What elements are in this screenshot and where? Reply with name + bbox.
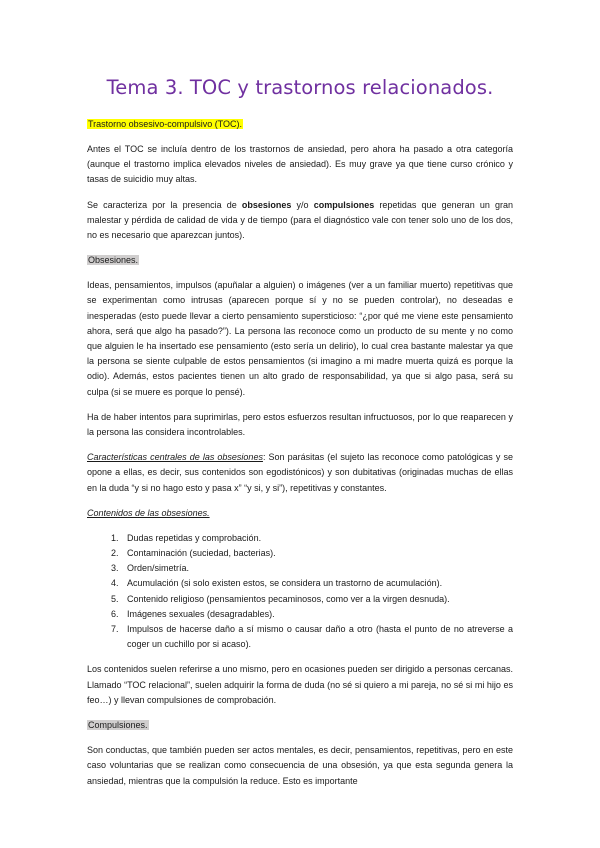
toc-heading-text: Trastorno obsesivo-compulsivo (TOC). [88,119,243,129]
list-item: 1. Dudas repetidas y comprobación. [121,531,513,546]
caracteristicas-label: Características centrales de las obsesiones [87,452,263,463]
compulsiones-paragraph: Son conductas, que también pueden ser actos mentales, es decir, pensamientos, repetitivas, pero en este caso voluntarias que se realizan como consecuencia de una obsesión, ya que esta segunda genera la ansiedad, mientras que la compulsión la reduce. Esto es importante [87,745,513,786]
toc-heading [87,117,513,132]
page-title: Tema 3. TOC y trastornos relacionados. [106,76,494,99]
compulsiones-heading-text: Compulsiones. [88,720,148,731]
list-item: 7. Impulsos de hacerse daño a sí mismo o causar daño a otro (hasta el punto de no atreverse a coger un cuchillo por si acaso). [121,622,513,652]
obsesiones-heading [87,253,513,268]
list-item: 3. Orden/simetría. [121,561,513,576]
contenidos-heading-text: Contenidos de las obsesiones. [87,507,210,518]
caracteristicas-paragraph [87,450,513,496]
list-item: 6. Imágenes sexuales (desagradables). [121,607,513,622]
intro-p2-pre: Se caracteriza por la presencia de [87,199,242,210]
contenidos-paragraph: Los contenidos suelen referirse a uno mismo, pero en ocasiones pueden ser dirigido a personas cercanas. Llamado “TOC relacional”, suelen adquirir la forma de duda (no sé si quiero a mi pareja, no sé si mi hijo es feo…) y llevan compulsiones de comprobación. [87,664,513,705]
obsesiones-paragraph-2: Ha de haber intentos para suprimirlas, pero estos esfuerzos resultan infructuosos, por lo que reaparecen y la persona las considera incontrolables. [87,411,513,438]
intro-p2-compulsiones: compulsiones [313,199,375,210]
intro-p2-post: repetidas que generan un gran malestar y pérdida de calidad de vida y de tiempo (para el diagnóstico vale con tener solo uno de los dos, no es necesario que aparezcan juntos). [87,199,513,241]
compulsiones-heading [87,718,513,733]
intro-paragraph-1: Antes el TOC se incluía dentro de los trastornos de ansiedad, pero ahora ha pasado a otra categoría (aunque el trastorno implica elevados niveles de ansiedad). Es muy grave ya que tiene curso crónico y tasas de suicidio muy altas. [87,144,513,185]
contenidos-heading [87,506,513,521]
contenidos-list [87,531,513,653]
caracteristicas-text: : Son parásitas (el sujeto las reconoce como patológicas y se opone a ellas, es decir, sus contenidos son egodistónicos) y son dubitativas (originadas muchas de ellas en la duda “y si no hago esto y pasa x” “y si, y si”), repetitivas y constantes. [87,452,513,493]
intro-paragraph-2 [87,198,513,244]
obsesiones-heading-text: Obsesiones. [88,255,139,266]
obsesiones-paragraph-1: Ideas, pensamientos, impulsos (apuñalar a alguien) o imágenes (ver a un familiar muerto) repetitivas que se experimentan como intrusas (aparecen porque sí y no se pueden controlar), no deseadas e inesperadas (esto puede llevar a cierto pensamiento supersticioso: “¿por qué me viene este pensamiento ahora, será que algo ha pasado?”). La persona las reconoce como un producto de su mente y no como que alguien le ha insertado ese pensamiento (esto sería un delirio), lo cual crea bastante malestar ya que la persona se siente culpable de estos pensamientos (si imagino a mi madre muerta quizá es porque la odio). Además, estos pacientes tienen un alto grado de responsabilidad, ya que si algo pasa, será su culpa (si se muere es porque lo pensé). [87,280,513,397]
list-item: 5. Contenido religioso (pensamientos pecaminosos, como ver a la virgen desnuda). [121,592,513,607]
intro-p2-obsesiones: obsesiones [241,199,292,210]
list-item: 4. Acumulación (si solo existen estos, se considera un trastorno de acumulación). [121,576,513,591]
list-item: 2. Contaminación (suciedad, bacterias). [121,546,513,561]
intro-p2-mid: y/o [291,199,314,210]
